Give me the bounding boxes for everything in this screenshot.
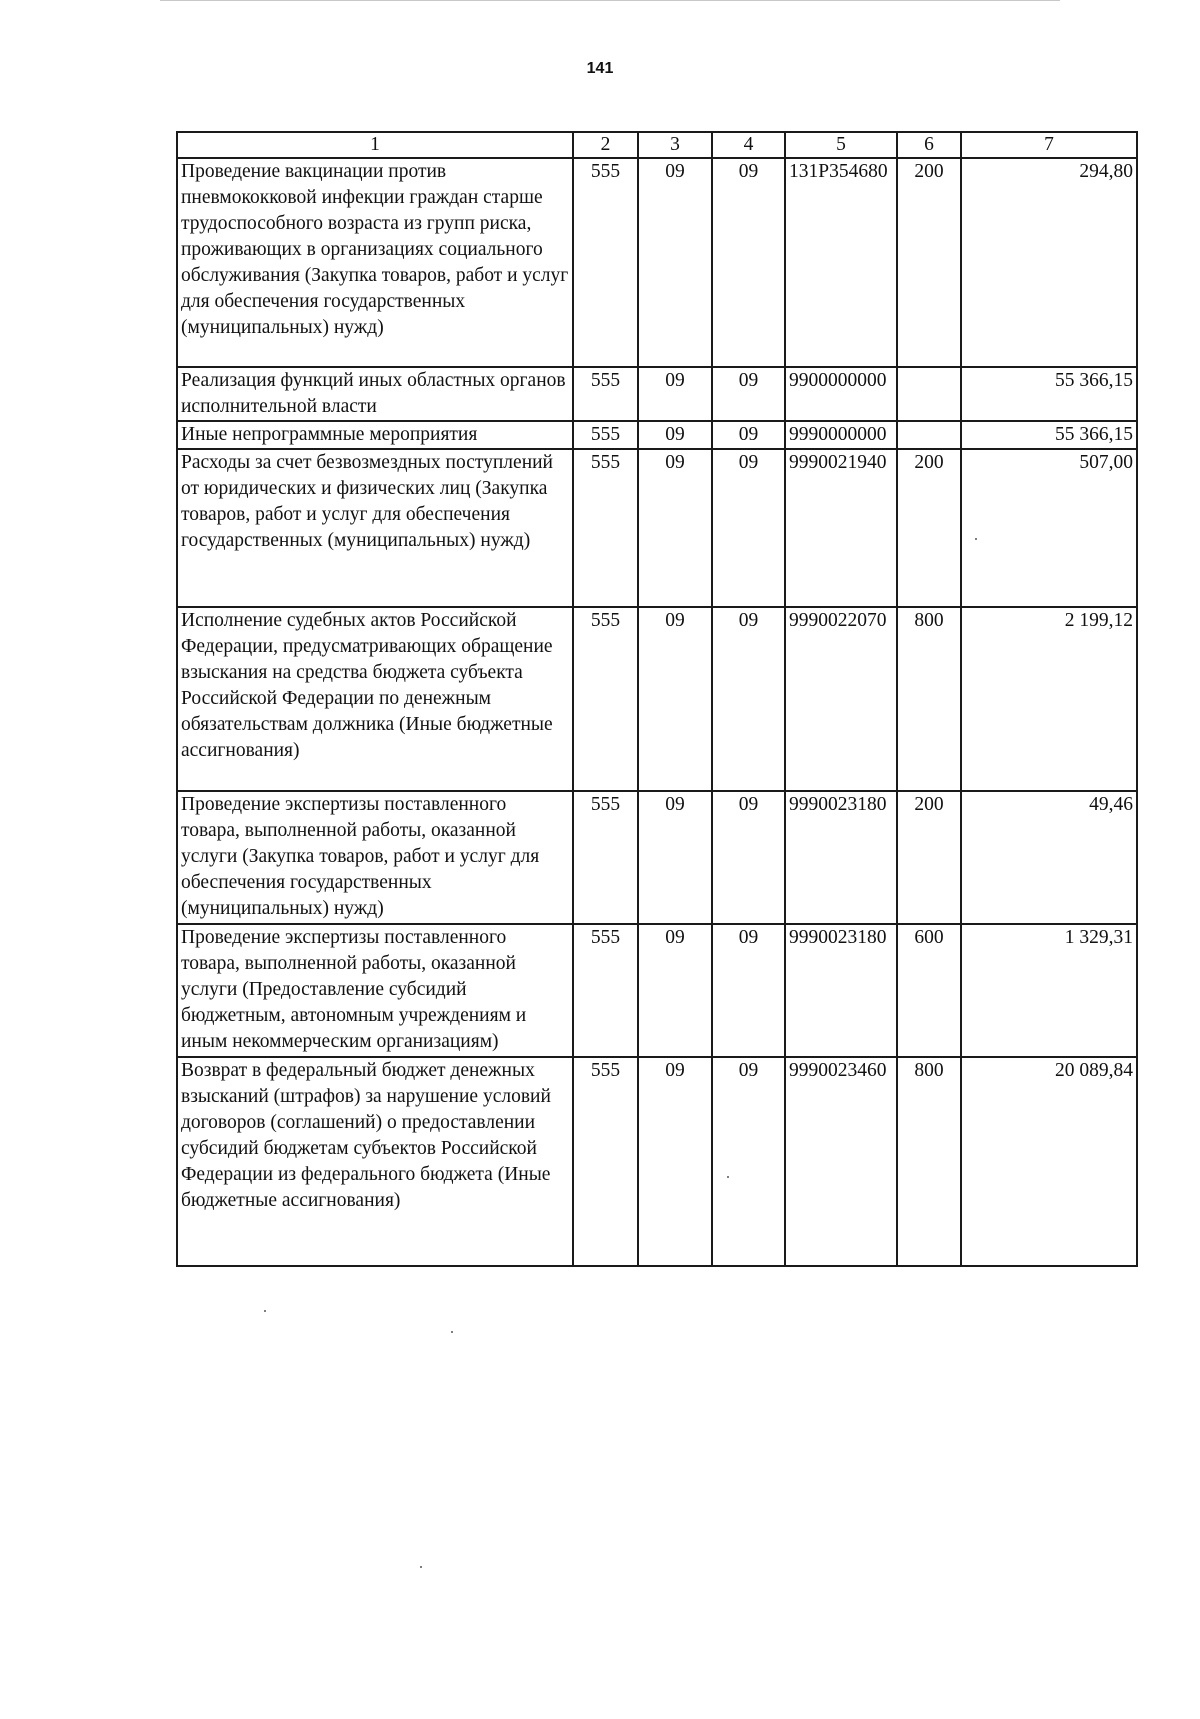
expense-name-cell: Проведение экспертизы поставленного товара, выполненной работы, оказанной услуги (Закупка товаров, работ и услуг для обеспечения государственных (муниципальных) нужд) <box>177 791 573 924</box>
col3-cell: 09 <box>638 607 712 791</box>
col3-cell: 09 <box>638 367 712 421</box>
expense-name-cell: Возврат в федеральный бюджет денежных взысканий (штрафов) за нарушение условий договоров (соглашений) о предоставлении субсидий бюджетам субъектов Российской Федерации из федерального бюджета (Иные бюджетные ассигнования) <box>177 1057 573 1266</box>
col3-cell: 09 <box>638 158 712 367</box>
col3-cell: 09 <box>638 421 712 449</box>
expense-name-cell: Проведение экспертизы поставленного товара, выполненной работы, оказанной услуги (Предоставление субсидий бюджетным, автономным учреждениям и иным некоммерческим организациям) <box>177 924 573 1057</box>
col2-cell: 555 <box>573 158 638 367</box>
header-cell-4: 4 <box>712 132 785 158</box>
target-article-cell: 9990021940 <box>785 449 897 607</box>
table-row <box>177 1057 1137 1266</box>
col4-cell: 09 <box>712 449 785 607</box>
table-row <box>177 607 1137 791</box>
expense-type-cell: 200 <box>897 791 961 924</box>
col2-cell: 555 <box>573 1057 638 1266</box>
expense-name-cell: Реализация функций иных областных органов исполнительной власти <box>177 367 573 421</box>
target-article-cell: 9990023460 <box>785 1057 897 1266</box>
expense-name-cell: Исполнение судебных актов Российской Федерации, предусматривающих обращение взыскания на средства бюджета субъекта Российской Федерации по денежным обязательствам должника (Иные бюджетные ассигнования) <box>177 607 573 791</box>
expense-type-cell <box>897 421 961 449</box>
amount-cell: 507,00 <box>961 449 1137 607</box>
col2-cell: 555 <box>573 791 638 924</box>
target-article-cell: 9990023180 <box>785 791 897 924</box>
col3-cell: 09 <box>638 924 712 1057</box>
amount-cell: 55 366,15 <box>961 421 1137 449</box>
col4-cell: 09 <box>712 924 785 1057</box>
expense-type-cell <box>897 367 961 421</box>
amount-cell: 1 329,31 <box>961 924 1137 1057</box>
col2-cell: 555 <box>573 924 638 1057</box>
expense-name-cell: Проведение вакцинации против пневмококковой инфекции граждан старше трудоспособного возраста из групп риска, проживающих в организациях социального обслуживания (Закупка товаров, работ и услуг для обеспечения государственных (муниципальных) нужд) <box>177 158 573 367</box>
table-row <box>177 791 1137 924</box>
col4-cell: 09 <box>712 791 785 924</box>
expense-name-cell: Иные непрограммные мероприятия <box>177 421 573 449</box>
col4-cell: 09 <box>712 607 785 791</box>
header-cell-6: 6 <box>897 132 961 158</box>
table-row <box>177 421 1137 449</box>
amount-cell: 294,80 <box>961 158 1137 367</box>
target-article-cell: 9990022070 <box>785 607 897 791</box>
amount-cell: 49,46 <box>961 791 1137 924</box>
col4-cell: 09 <box>712 367 785 421</box>
scan-speck <box>264 1310 266 1312</box>
col2-cell: 555 <box>573 421 638 449</box>
target-article-cell: 9990023180 <box>785 924 897 1057</box>
expense-name-cell: Расходы за счет безвозмездных поступлений от юридических и физических лиц (Закупка товаров, работ и услуг для обеспечения государственных (муниципальных) нужд) <box>177 449 573 607</box>
col3-cell: 09 <box>638 791 712 924</box>
table-row <box>177 924 1137 1057</box>
col4-cell: 09 <box>712 158 785 367</box>
target-article-cell: 131P354680 <box>785 158 897 367</box>
col2-cell: 555 <box>573 607 638 791</box>
col4-cell: 09 <box>712 421 785 449</box>
col4-cell: 09 <box>712 1057 785 1266</box>
target-article-cell: 9990000000 <box>785 421 897 449</box>
col3-cell: 09 <box>638 1057 712 1266</box>
page-number: 141 <box>586 60 614 77</box>
scan-speck <box>975 538 977 540</box>
budget-table <box>176 131 1138 1267</box>
scan-speck <box>420 1566 422 1568</box>
col2-cell: 555 <box>573 367 638 421</box>
header-cell-1: 1 <box>177 132 573 158</box>
expense-type-cell: 200 <box>897 158 961 367</box>
col3-cell: 09 <box>638 449 712 607</box>
expense-type-cell: 600 <box>897 924 961 1057</box>
table-row <box>177 449 1137 607</box>
header-cell-5: 5 <box>785 132 897 158</box>
table-row <box>177 367 1137 421</box>
table-row <box>177 158 1137 367</box>
scan-top-edge <box>160 0 1060 1</box>
expense-type-cell: 800 <box>897 607 961 791</box>
target-article-cell: 9900000000 <box>785 367 897 421</box>
scan-speck <box>451 1331 453 1333</box>
header-cell-3: 3 <box>638 132 712 158</box>
col2-cell: 555 <box>573 449 638 607</box>
scan-speck <box>727 1176 729 1178</box>
table-header-row <box>177 132 1137 158</box>
amount-cell: 55 366,15 <box>961 367 1137 421</box>
amount-cell: 20 089,84 <box>961 1057 1137 1266</box>
expense-type-cell: 200 <box>897 449 961 607</box>
header-cell-2: 2 <box>573 132 638 158</box>
header-cell-7: 7 <box>961 132 1137 158</box>
amount-cell: 2 199,12 <box>961 607 1137 791</box>
expense-type-cell: 800 <box>897 1057 961 1266</box>
